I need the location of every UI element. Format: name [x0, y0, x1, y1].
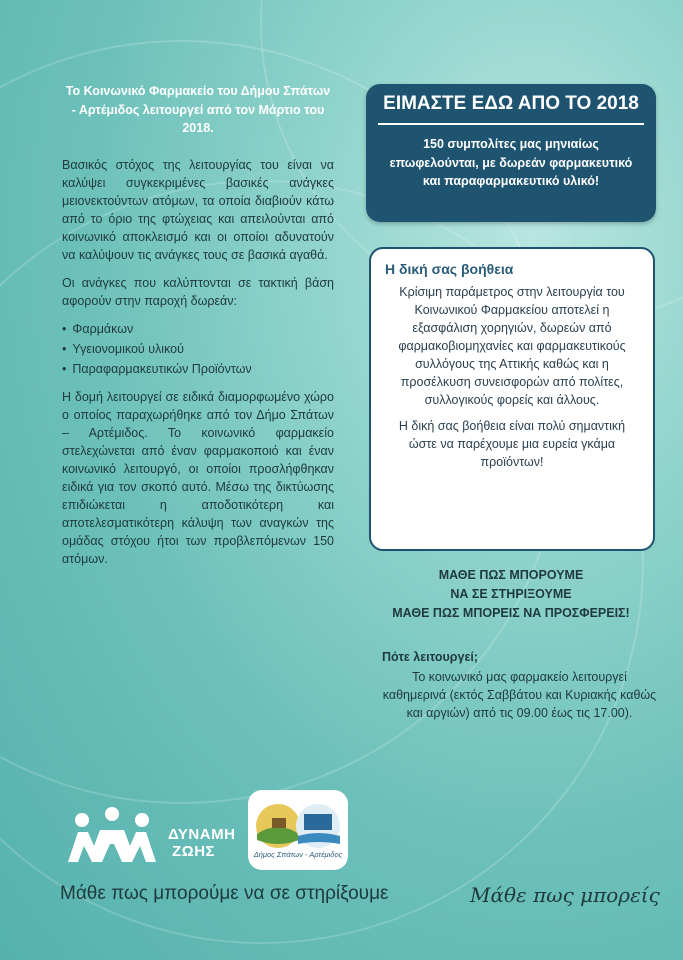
support-slogan: [366, 566, 656, 623]
help-paragraph-2: Η δική σας βοήθεια είναι πολύ σημαντική ώστε να παρέχουμε μια ευρεία γκάμα προϊόντων!: [398, 419, 626, 469]
intro-text: Το Κοινωνικό Φαρμακείο του Δήμου Σπάτων - Αρτέμιδος λειτουργεί από τον Μάρτιο του 2018.: [65, 84, 331, 135]
slogan-line: ΝΑ ΣΕ ΣΤΗΡΙΞΟΥΜΕ: [450, 587, 572, 601]
logo-word: ΖΩΗΣ: [172, 843, 216, 860]
people-group-icon: [64, 806, 160, 868]
needs-list: [62, 320, 334, 378]
needs-paragraph: Οι ανάγκες που καλύπτονται σε τακτική βάση αφορούν στην παροχή δωρεάν:: [62, 275, 334, 308]
dynami-zois-logo: [64, 806, 239, 872]
left-column: [62, 82, 334, 578]
list-item: • Φαρμάκων: [62, 320, 334, 338]
help-paragraph-1: Κρίσιμη παράμετρος στην λειτουργία του Κοινωνικού Φαρμακείου αποτελεί η εξασφάλιση χορηγιών, δωρεών από φαρμακοβιομηχανίες και φαρμακευτικούς συλλόγους της Αττικής καθώς και η προσέλκυση συνεισφορών από πολίτες, συλλογικούς φορείς και άλλους.: [398, 285, 626, 407]
since-2018-box: [366, 84, 656, 222]
list-item: • Υγειονομικού υλικού: [62, 340, 334, 358]
opening-hours-text: Το κοινωνικό μας φαρμακείο λειτουργεί καθημερινά (εκτός Σαββάτου και Κυριακής καθώς και αργιών) από τις 09.00 έως τις 17.00).: [382, 670, 657, 720]
logo-word: ΔΥΝΑΜΗ: [168, 826, 236, 843]
municipality-caption: Δήμος Σπάτων - Αρτέμιδος: [253, 850, 343, 859]
opening-hours-title: Πότε λειτουργεί;: [382, 650, 479, 664]
goal-paragraph: Βασικός στόχος της λειτουργίας του είναι να καλύψει συγκεκριμένες βασικές ανάγκες μειονεκτούντων ατόμων, τα οποία διαβιούν κάτω από το όριο της φτώχειας και απειλούνται από κοινωνικό αποκλεισμό και οι οποίοι αδυνατούν να καλύψουν τις ανάγκες τους σε βασικά αγαθά.: [62, 157, 334, 262]
opening-hours: [382, 648, 657, 722]
list-item: • Παραφαρμακευτικών Προϊόντων: [62, 360, 334, 378]
footer-main-text: Μάθε πως μπορούμε να σε στηρίξουμε: [60, 883, 389, 904]
footer-handwritten-text: Μάθε πως μπορείς: [470, 883, 660, 907]
beneficiaries-text: 150 συμπολίτες μας μηνιαίως επωφελούνται, με δωρεάν φαρμακευτικό και παραφαρμακευτικό υλικό!: [389, 137, 633, 188]
since-2018-title: ΕΙΜΑΣΤΕ ΕΔΩ ΑΠΟ ΤΟ 2018: [378, 93, 644, 125]
footer-slogan: [60, 883, 683, 905]
your-help-box: [369, 247, 655, 551]
your-help-title: Η δική σας βοήθεια: [385, 261, 514, 277]
dynami-zois-text: [168, 826, 235, 860]
slogan-line: ΜΑΘΕ ΠΩΣ ΜΠΟΡΕΙΣ ΝΑ ΠΡΟΣΦΕΡΕΙΣ!: [392, 606, 630, 620]
structure-paragraph: Η δομή λειτουργεί σε ειδικά διαμορφωμένο χώρο ο οποίος παραχωρήθηκε από τον Δήμο Σπάτων – Αρτέμιδος. Το κοινωνικό φαρμακείο στελεχώνεται από έναν φαρμακοποιό και έναν κοινωνικό λειτουργό, οι οποίοι προσλήφθηκαν ειδικά για τον σκοπό αυτό. Μέσω της δικτύωσης επιδιώκεται η αποδοτικότερη και αποτελεσματικότερη κάλυψη των αναγκών της ομάδας στόχου ήτοι των προβλεπόμενων 150 ατόμων.: [62, 389, 334, 566]
slogan-line: ΜΑΘΕ ΠΩΣ ΜΠΟΡΟΥΜΕ: [438, 568, 584, 582]
